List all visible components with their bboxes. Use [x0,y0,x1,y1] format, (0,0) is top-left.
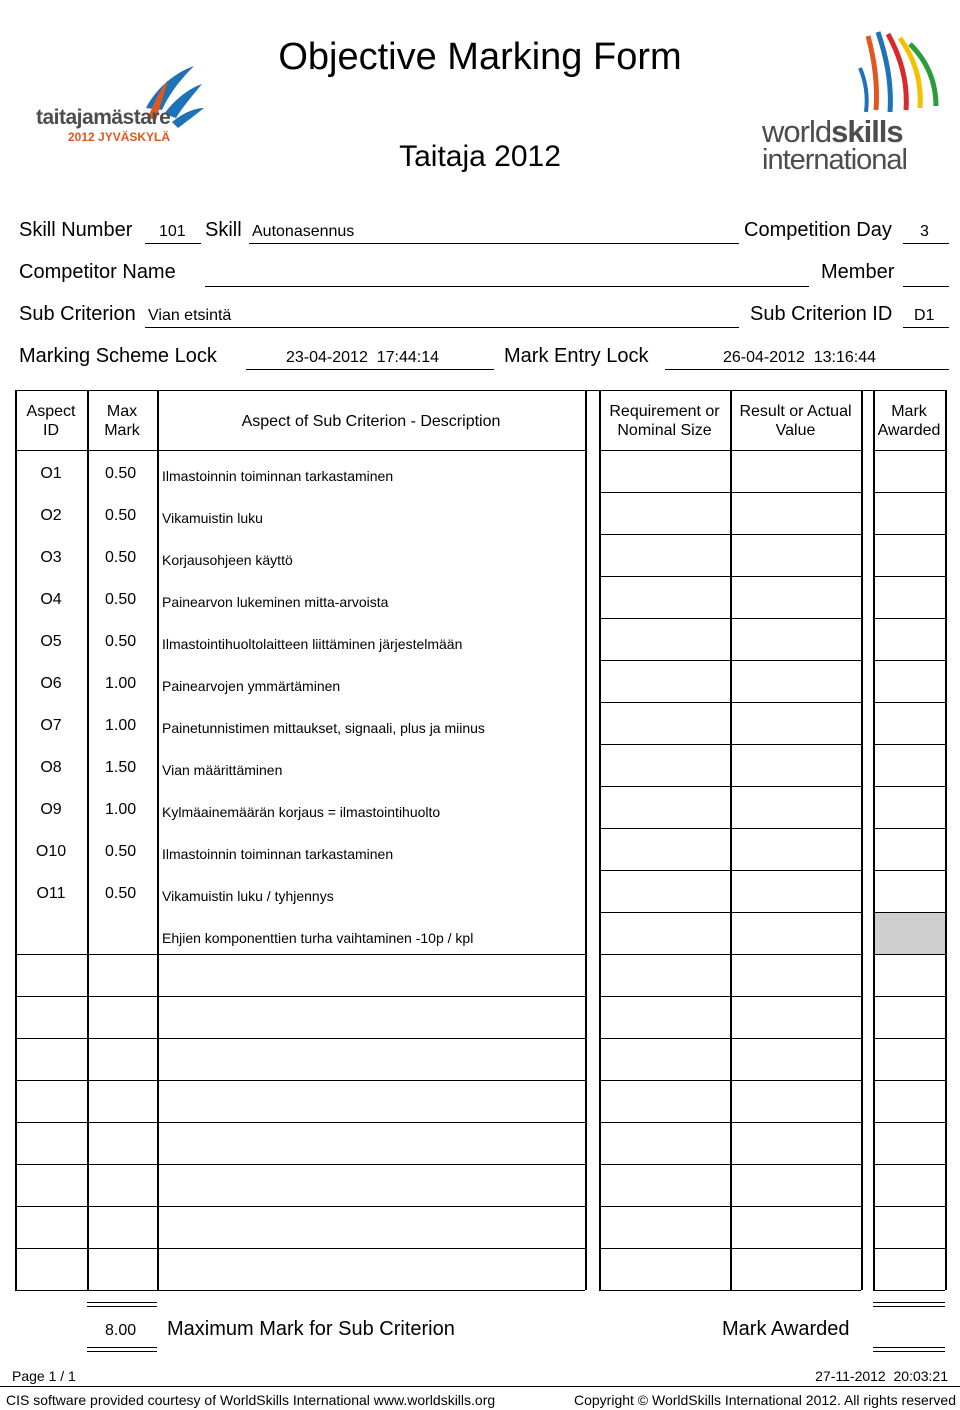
header-description: Aspect of Sub Criterion - Description [241,413,501,430]
max-mark-cell: 1.50 [105,759,137,776]
description-cell: Painetunnistimen mittaukset, signaali, plus ja miinus [162,720,485,736]
header-awarded: Mark Awarded [877,403,941,439]
sub-criterion-id-value: D1 [914,307,935,324]
max-mark-cell: 0.50 [105,591,137,608]
header-requirement: Requirement or Nominal Size [609,403,720,439]
competition-day-label: Competition Day [744,219,892,241]
aspect-id-cell: O6 [40,675,62,692]
competitor-name-label: Competitor Name [19,261,176,283]
aspect-id-cell: O1 [40,465,62,482]
sub-criterion-value: Vian etsintä [148,307,232,324]
sub-criterion-id-label: Sub Criterion ID [750,303,893,325]
footer-copyright: Copyright © WorldSkills International 2012. All rights reserved [573,1392,956,1408]
skill-number-label: Skill Number [19,219,133,241]
worldskills-logo-skills: skills [831,114,903,149]
skill-label: Skill [205,219,242,241]
max-total-value: 8.00 [105,1322,137,1339]
aspect-id-cell: O8 [40,759,62,776]
taitaja-logo-subtext: 2012 JYVÄSKYLÄ [68,130,171,144]
max-mark-cell: 0.50 [105,633,137,650]
printed-timestamp: 27-11-2012 20:03:21 [815,1368,948,1384]
description-cell: Vikamuistin luku / tyhjennys [162,888,334,904]
max-mark-cell: 0.50 [105,843,137,860]
description-cell: Ilmastoinnin toiminnan tarkastaminen [162,468,394,484]
mark-entry-lock-value: 26-04-2012 13:16:44 [723,349,877,366]
sub-criterion-label: Sub Criterion [19,303,136,325]
max-mark-cell: 0.50 [105,885,137,902]
description-cell: Painearvon lukeminen mitta-arvoista [162,594,389,610]
member-label: Member [821,261,895,283]
description-cell: Ehjien komponenttien turha vaihtaminen -10p / kpl [162,930,474,946]
description-cell: Kylmäainemäärän korjaus = ilmastointihuolto [162,804,441,820]
aspect-id-cell: O10 [35,843,67,860]
description-cell: Ilmastointihuoltolaitteen liittäminen järjestelmään [162,636,463,652]
marking-scheme-lock-label: Marking Scheme Lock [19,345,217,367]
max-mark-cell: 0.50 [105,507,137,524]
description-cell: Ilmastoinnin toiminnan tarkastaminen [162,846,394,862]
aspect-id-cell: O2 [40,507,62,524]
description-cell: Painearvojen ymmärtäminen [162,678,341,694]
aspect-id-cell: O11 [36,885,66,902]
skill-value: Autonasennus [252,223,355,240]
aspect-id-cell: O5 [40,633,62,650]
header-max-mark: Max Mark [104,403,140,439]
page-subtitle: Taitaja 2012 [399,140,561,173]
max-mark-cell: 0.50 [105,465,137,482]
aspect-id-cell: O7 [40,717,62,734]
worldskills-logo-international: international [762,144,907,176]
description-cell: Vian määrittäminen [162,762,283,778]
mark-awarded-label: Mark Awarded [722,1318,850,1340]
max-total-label: Maximum Mark for Sub Criterion [167,1318,455,1340]
max-mark-cell: 0.50 [105,549,137,566]
competition-day-value: 3 [920,223,929,240]
description-cell: Korjausohjeen käyttö [162,552,293,568]
skill-number-value: 101 [159,223,186,240]
header-result: Result or Actual Value [739,403,852,439]
page-title: Objective Marking Form [278,36,682,78]
marking-scheme-lock-value: 23-04-2012 17:44:14 [286,349,440,366]
footer-credit: CIS software provided courtesy of WorldSkills International www.worldskills.org [6,1392,496,1408]
description-cell: Vikamuistin luku [162,510,263,526]
shaded-awarded-cell [873,913,945,954]
page-number: Page 1 / 1 [12,1368,76,1384]
aspect-id-cell: O4 [40,591,62,608]
max-mark-cell: 1.00 [105,675,137,692]
max-mark-cell: 1.00 [105,717,137,734]
mark-entry-lock-label: Mark Entry Lock [504,345,649,367]
worldskills-logo-world: world [762,114,832,149]
aspect-id-cell: O3 [40,549,62,566]
header-aspect-id: Aspect ID [26,403,76,439]
taitaja-logo-text: taitajamästare [36,106,171,129]
aspect-id-cell: O9 [40,801,62,818]
max-mark-cell: 1.00 [105,801,137,818]
